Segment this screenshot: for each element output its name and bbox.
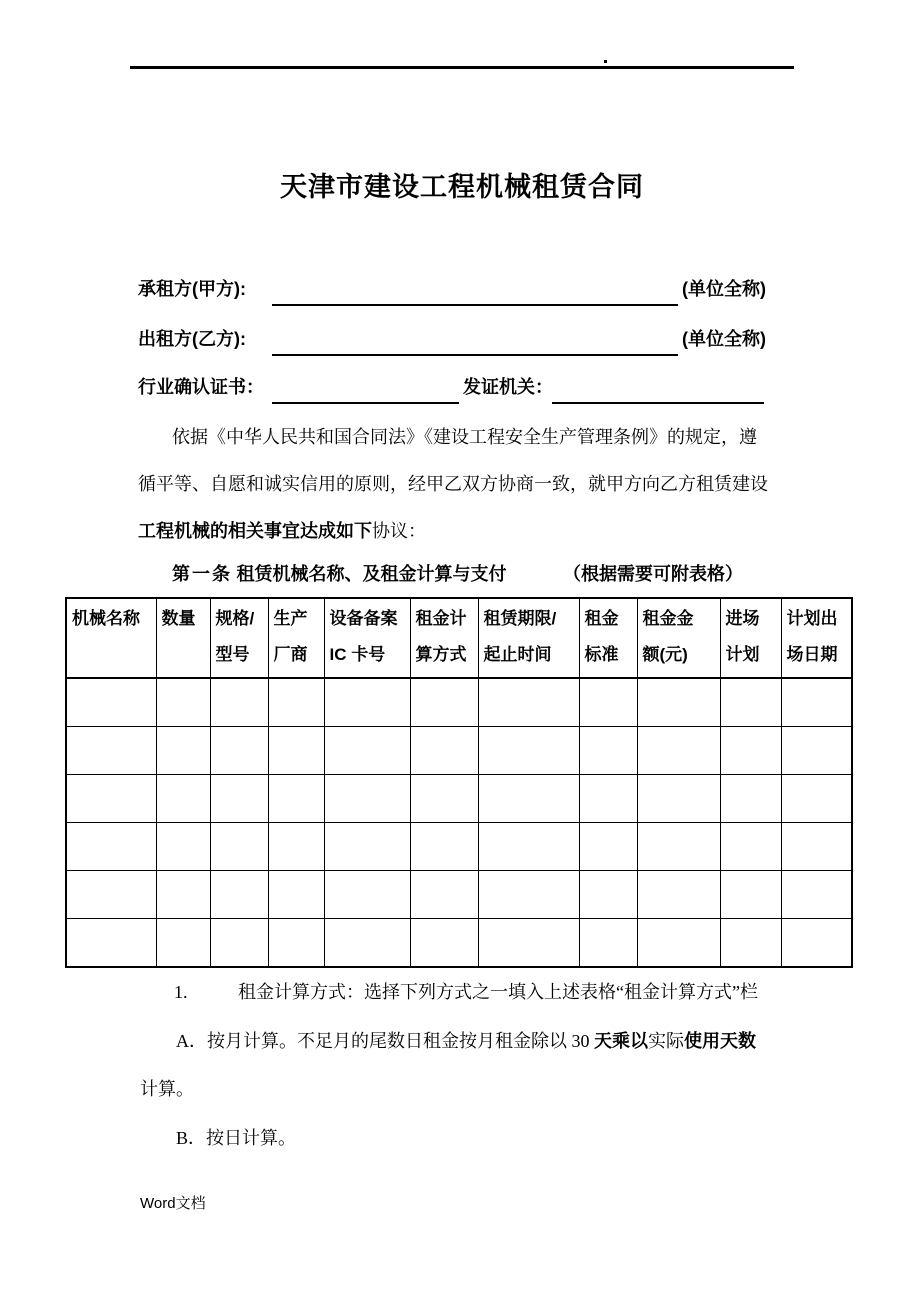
lessor-blank-field[interactable] xyxy=(272,328,678,356)
table-cell[interactable] xyxy=(781,919,852,968)
table-cell[interactable] xyxy=(324,678,410,727)
table-cell[interactable] xyxy=(579,871,637,919)
table-cell[interactable] xyxy=(410,678,478,727)
table-cell[interactable] xyxy=(637,823,720,871)
col-header-entry-plan: 进场 计划 xyxy=(720,598,781,678)
col-header-lease-term: 租赁期限/ 起止时间 xyxy=(478,598,579,678)
note-item-b: B．按日计算。 xyxy=(176,1128,297,1148)
table-row xyxy=(66,727,852,775)
table-cell[interactable] xyxy=(156,678,210,727)
table-cell[interactable] xyxy=(478,727,579,775)
col-header-spec-model: 规格/ 型号 xyxy=(210,598,268,678)
table-cell[interactable] xyxy=(720,775,781,823)
table-cell[interactable] xyxy=(720,727,781,775)
table-cell[interactable] xyxy=(156,727,210,775)
table-cell[interactable] xyxy=(720,678,781,727)
table-cell[interactable] xyxy=(268,871,324,919)
issuer-blank-field[interactable] xyxy=(552,376,764,404)
table-cell[interactable] xyxy=(210,775,268,823)
col-header-manufacturer: 生产 厂商 xyxy=(268,598,324,678)
col-header-machine-name: 机械名称 xyxy=(66,598,156,678)
footer-label: Word文档 xyxy=(140,1195,206,1212)
note-item-a-part2: 天乘以 xyxy=(594,1031,648,1051)
table-cell[interactable] xyxy=(637,775,720,823)
table-cell[interactable] xyxy=(268,775,324,823)
table-cell[interactable] xyxy=(478,678,579,727)
table-row xyxy=(66,871,852,919)
note-item-a-part1: A．按月计算。不足月的尾数日租金按月租金除以 30 xyxy=(176,1031,594,1051)
table-cell[interactable] xyxy=(637,727,720,775)
table-cell[interactable] xyxy=(156,823,210,871)
table-cell[interactable] xyxy=(156,871,210,919)
table-cell[interactable] xyxy=(210,678,268,727)
table-cell[interactable] xyxy=(66,727,156,775)
col-header-rent-calc-method: 租金计 算方式 xyxy=(410,598,478,678)
table-cell[interactable] xyxy=(478,823,579,871)
table-cell[interactable] xyxy=(66,823,156,871)
col-header-rent-amount: 租金金 额(元) xyxy=(637,598,720,678)
lessee-blank-field[interactable] xyxy=(272,278,678,306)
table-cell[interactable] xyxy=(268,727,324,775)
note-item-1-number: 1. xyxy=(174,982,188,1002)
table-cell[interactable] xyxy=(781,823,852,871)
table-cell[interactable] xyxy=(781,678,852,727)
note-item-a-part4: 使用天数 xyxy=(684,1031,756,1051)
preamble-line-3 xyxy=(138,520,426,542)
table-cell[interactable] xyxy=(781,871,852,919)
table-row xyxy=(66,823,852,871)
table-cell[interactable] xyxy=(720,871,781,919)
table-cell[interactable] xyxy=(637,678,720,727)
lessor-label: 出租方(乙方): xyxy=(138,329,246,349)
table-cell[interactable] xyxy=(781,727,852,775)
preamble-line-1: 依据《中华人民共和国合同法》《建设工程安全生产管理条例》的规定，遵 xyxy=(172,427,757,447)
section-1-heading xyxy=(172,563,743,585)
table-cell[interactable] xyxy=(324,727,410,775)
table-cell[interactable] xyxy=(478,919,579,968)
table-cell[interactable] xyxy=(210,919,268,968)
preamble-line-2: 循平等、自愿和诚实信用的原则，经甲乙双方协商一致，就甲方向乙方租赁建设 xyxy=(138,474,768,494)
table-cell[interactable] xyxy=(579,775,637,823)
issuer-label: 发证机关： xyxy=(463,377,553,397)
table-cell[interactable] xyxy=(781,775,852,823)
table-cell[interactable] xyxy=(720,823,781,871)
table-cell[interactable] xyxy=(324,871,410,919)
table-cell[interactable] xyxy=(268,919,324,968)
table-cell[interactable] xyxy=(66,919,156,968)
table-cell[interactable] xyxy=(410,823,478,871)
table-row xyxy=(66,775,852,823)
table-cell[interactable] xyxy=(66,871,156,919)
preamble-line-3-rest: 协议： xyxy=(372,521,426,541)
table-row xyxy=(66,919,852,968)
table-cell[interactable] xyxy=(410,919,478,968)
note-item-a-part3: 实际 xyxy=(648,1031,684,1051)
note-item-1-text: 租金计算方式：选择下列方式之一填入上述表格“租金计算方式”栏 xyxy=(238,982,758,1002)
table-cell[interactable] xyxy=(156,775,210,823)
table-cell[interactable] xyxy=(579,823,637,871)
lessor-suffix: (单位全称) xyxy=(682,329,766,349)
machinery-table-body xyxy=(66,678,852,967)
table-cell[interactable] xyxy=(579,727,637,775)
col-header-quantity: 数量 xyxy=(156,598,210,678)
table-cell[interactable] xyxy=(410,775,478,823)
section-title: 租赁机械名称、及租金计算与支付 xyxy=(236,564,507,584)
table-header-row xyxy=(66,598,852,678)
certificate-label: 行业确认证书： xyxy=(138,377,264,397)
table-cell[interactable] xyxy=(66,775,156,823)
preamble-line-3-bold: 工程机械的相关事宜达成如下 xyxy=(138,521,372,541)
table-cell[interactable] xyxy=(210,727,268,775)
table-cell[interactable] xyxy=(579,678,637,727)
table-cell[interactable] xyxy=(210,871,268,919)
document-title: 天津市建设工程机械租赁合同 xyxy=(280,172,644,202)
table-cell[interactable] xyxy=(268,823,324,871)
table-cell[interactable] xyxy=(324,775,410,823)
table-cell[interactable] xyxy=(478,871,579,919)
section-number: 第一条 xyxy=(172,564,232,584)
table-cell[interactable] xyxy=(478,775,579,823)
header-dot xyxy=(604,60,607,63)
col-header-rent-standard: 租金 标准 xyxy=(579,598,637,678)
table-cell[interactable] xyxy=(210,823,268,871)
note-item-a-continuation: 计算。 xyxy=(140,1079,194,1099)
table-cell[interactable] xyxy=(637,919,720,968)
table-cell[interactable] xyxy=(410,727,478,775)
table-row xyxy=(66,678,852,727)
table-cell[interactable] xyxy=(637,871,720,919)
col-header-ic-card: 设备备案 IC 卡号 xyxy=(324,598,410,678)
table-cell[interactable] xyxy=(324,919,410,968)
table-cell[interactable] xyxy=(268,678,324,727)
lessee-suffix: (单位全称) xyxy=(682,279,766,299)
machinery-table xyxy=(65,597,853,968)
table-cell[interactable] xyxy=(66,678,156,727)
col-header-exit-date: 计划出 场日期 xyxy=(781,598,852,678)
table-cell[interactable] xyxy=(324,823,410,871)
table-cell[interactable] xyxy=(579,919,637,968)
section-note: （根据需要可附表格） xyxy=(563,564,743,584)
table-cell[interactable] xyxy=(156,919,210,968)
certificate-blank-field[interactable] xyxy=(272,376,459,404)
header-rule xyxy=(130,66,794,69)
table-cell[interactable] xyxy=(720,919,781,968)
note-item-a xyxy=(176,1030,756,1052)
lessee-label: 承租方(甲方): xyxy=(138,279,246,299)
table-cell[interactable] xyxy=(410,871,478,919)
